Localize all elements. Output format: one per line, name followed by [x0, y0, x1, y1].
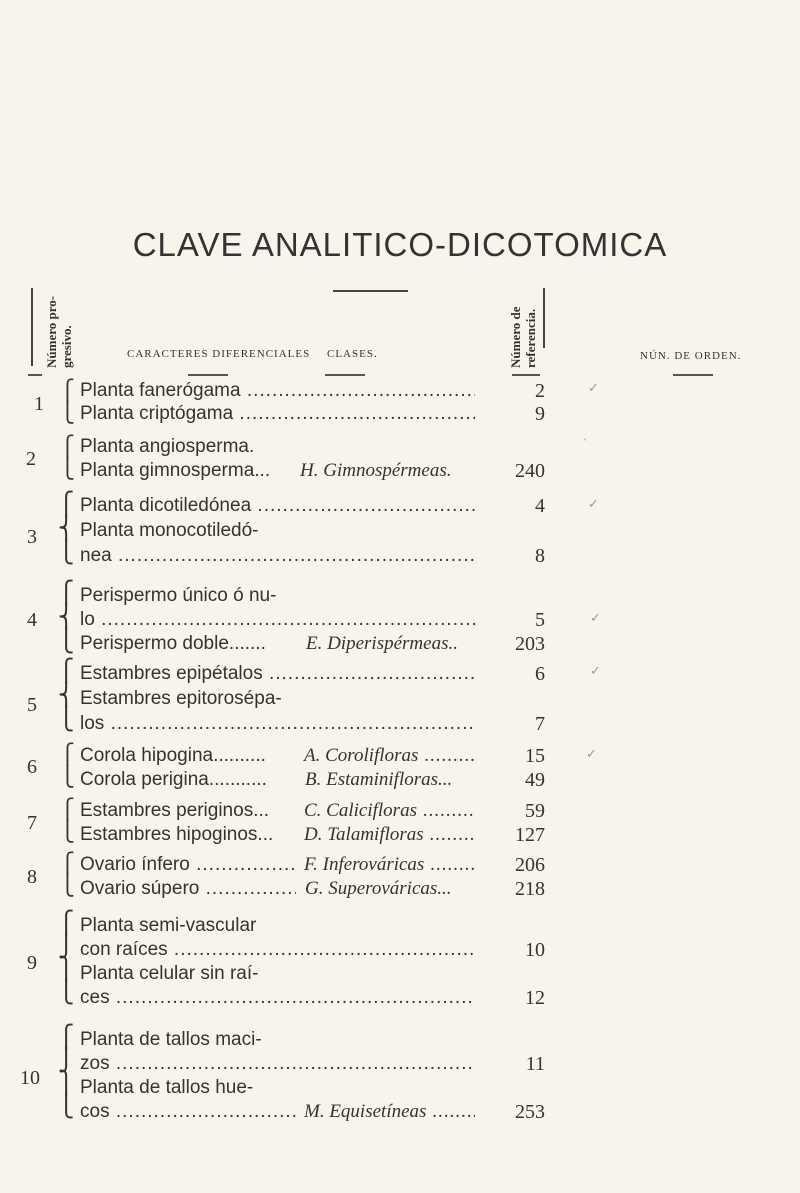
header-dash	[28, 374, 42, 376]
brace-icon: ⎩	[60, 873, 75, 897]
page-title: CLAVE ANALITICO-DICOTOMICA	[132, 226, 668, 263]
entry-line: Estambres epipétalos .....	[80, 662, 475, 686]
pencil-tick-icon: ✓	[586, 746, 597, 761]
entry-number: 8	[27, 866, 37, 888]
brace-icon: ⎩	[60, 764, 75, 788]
ref-number: 11	[525, 1053, 545, 1075]
brace-icon: ⎩	[60, 400, 75, 424]
entry-number: 10	[20, 1067, 40, 1089]
ref-number: 5	[535, 609, 545, 631]
header-dash	[325, 374, 365, 376]
brace-icon: ⎧	[60, 851, 75, 875]
entry-line: Planta fanerógama .....	[80, 379, 475, 403]
entry-number: 9	[27, 952, 37, 974]
entry-line: Planta gimnosperma...	[80, 460, 271, 481]
ref-number: 10	[525, 939, 545, 961]
entry-number: 6	[27, 756, 37, 778]
entry-line: Estambres hipoginos...	[80, 824, 274, 845]
ref-number: 59	[525, 800, 545, 822]
ref-number: 6	[535, 663, 545, 685]
class-row: M. Equisetíneas .....	[300, 1100, 475, 1124]
entry-line: Perispermo único ó nu-	[80, 585, 277, 606]
entry-line: ces .....	[80, 986, 475, 1010]
pencil-tick-icon: ✓	[588, 380, 599, 395]
entry-line: Corola perigina...........	[80, 769, 267, 790]
brace-icon: ⎧ ⎨ ⎩	[58, 659, 75, 732]
pencil-tick-icon: ✓	[590, 610, 601, 625]
brace-icon: ⎧ ⎨ ⎩	[58, 492, 75, 565]
ref-number: 253	[515, 1101, 545, 1123]
entry-line: zos .....	[80, 1052, 475, 1076]
brace-icon: ⎩	[60, 456, 75, 480]
ref-number: 9	[535, 403, 545, 425]
left-rule	[31, 288, 33, 366]
ref-number: 127	[515, 824, 545, 846]
entry-line: Planta de tallos hue-	[80, 1077, 254, 1098]
ref-number: 8	[535, 545, 545, 567]
entry-line: Planta dicotiledónea .....	[80, 494, 475, 518]
ref-number: 15	[525, 745, 545, 767]
entry-number: 1	[34, 393, 44, 415]
header-orden: NÚN. DE ORDEN.	[640, 350, 742, 362]
header-caracteres: CARACTERES DIFERENCIALES	[127, 348, 311, 360]
entry-line: Planta semi-vascular	[80, 915, 257, 936]
ref-number: 4	[535, 495, 545, 517]
class-row: C. Calicifloras .....	[300, 799, 475, 823]
header-dash	[188, 374, 228, 376]
class-name: E. Diperispérmeas..	[306, 633, 458, 654]
brace-icon: ⎩	[60, 819, 75, 843]
brace-icon: ⎧ ⎭ ⎫ ⎩	[58, 1025, 75, 1119]
header-referencia: Número de referencia.	[508, 306, 538, 368]
entry-line: Planta celular sin raí-	[80, 963, 259, 984]
pencil-tick-icon: ✓	[590, 663, 601, 678]
class-name: H. Gimnospérmeas.	[300, 460, 452, 481]
title-rule	[333, 290, 408, 292]
class-name: B. Estaminifloras...	[305, 769, 453, 790]
entry-line: Estambres periginos...	[80, 800, 270, 821]
class-row: A. Corolifloras .....	[300, 744, 475, 768]
entry-line: Perispermo doble.......	[80, 633, 266, 654]
brace-icon: ⎧ ⎭ ⎫ ⎩	[58, 911, 75, 1005]
entry-number: 3	[27, 526, 37, 548]
header-progresivo: Número pro- gresivo.	[44, 295, 74, 368]
ref-number: 7	[535, 713, 545, 735]
header-clases: CLASES.	[327, 348, 378, 360]
right-rule	[543, 288, 545, 348]
ref-number: 240	[515, 460, 545, 482]
entry-line: nea .....	[80, 544, 475, 568]
brace-icon: ⎧	[60, 742, 75, 766]
brace-icon: ⎧	[60, 378, 75, 402]
entry-line: con raíces .....	[80, 938, 475, 962]
entry-number: 4	[27, 609, 37, 631]
class-name: G. Superováricas...	[305, 878, 452, 899]
class-row: D. Talamifloras .....	[300, 823, 475, 847]
ref-number: 49	[525, 769, 545, 791]
entry-line: Estambres epitoroséра-	[80, 688, 282, 709]
entry-number: 2	[26, 448, 36, 470]
entry-line: lo .....	[80, 608, 475, 632]
entry-number: 5	[27, 694, 37, 716]
entry-line: Planta angiosperma.	[80, 436, 255, 457]
header-dash	[512, 374, 540, 376]
brace-icon: ⎧	[60, 797, 75, 821]
ref-number: 218	[515, 878, 545, 900]
entry-line: Planta criptógama .....	[80, 402, 475, 426]
brace-icon: ⎧ ⎨ ⎩	[58, 581, 75, 654]
entry-line: Ovario ínfero .....	[80, 853, 296, 877]
entry-line: los .....	[80, 712, 475, 736]
ref-number: 2	[535, 380, 545, 402]
entry-line: Planta monocotiledó-	[80, 520, 259, 541]
entry-line: cos .....	[80, 1100, 296, 1124]
header-dash	[673, 374, 713, 376]
pencil-tick-icon: ˋ	[583, 436, 588, 451]
entry-line: Ovario súpero .....	[80, 877, 296, 901]
pencil-tick-icon: ✓	[588, 496, 599, 511]
entry-line: Corola hipogina..........	[80, 745, 266, 766]
ref-number: 12	[525, 987, 545, 1009]
class-row: F. Inferováricas .....	[300, 853, 475, 877]
entry-line: Planta de tallos maci-	[80, 1029, 262, 1050]
entry-number: 7	[27, 812, 37, 834]
ref-number: 203	[515, 633, 545, 655]
ref-number: 206	[515, 854, 545, 876]
brace-icon: ⎧	[60, 434, 75, 458]
